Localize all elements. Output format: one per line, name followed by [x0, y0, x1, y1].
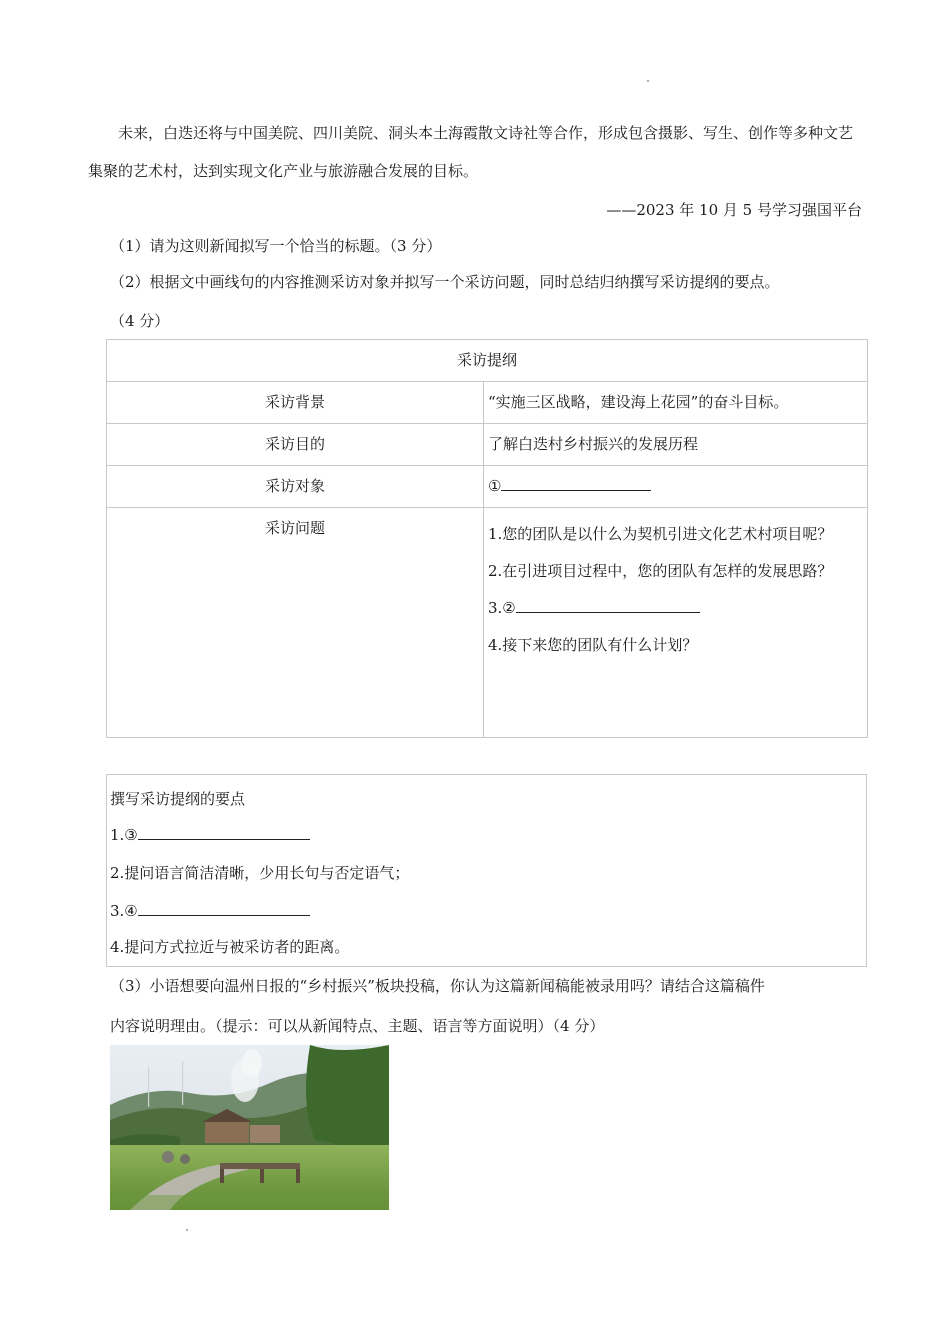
outline-title: 采访提纲 [107, 340, 868, 382]
answer-blank-1[interactable] [501, 474, 651, 491]
question-3-line-1: （3）小语想要向温州日报的“乡村振兴”板块投稿，你认为这篇新闻稿能被录用吗？请结合这篇稿件 [110, 977, 765, 995]
outline-label-purpose: 采访目的 [107, 424, 484, 466]
footer-dot [186, 1229, 188, 1231]
header-dot [647, 80, 649, 82]
question-1: （1）请为这则新闻拟写一个恰当的标题。（3 分） [110, 237, 442, 255]
interview-question-3 [488, 590, 863, 627]
blank-marker-4: 3.④ [110, 902, 138, 920]
answer-blank-3[interactable] [138, 823, 310, 840]
village-landscape-image [110, 1045, 389, 1210]
article-paragraph: 未来，白迭还将与中国美院、四川美院、洞头本土海霞散文诗社等合作，形成包含摄影、写生、创作等多种文艺集聚的艺术村，达到实现文化产业与旅游融合发展的目标。 [88, 124, 854, 180]
outline-label-background: 采访背景 [107, 382, 484, 424]
village-photo [110, 1045, 389, 1210]
outline-value-background: “实施三区战略，建设海上花园”的奋斗目标。 [484, 382, 868, 424]
outline-value-purpose: 了解白迭村乡村振兴的发展历程 [484, 424, 868, 466]
outline-value-interviewee [484, 466, 868, 508]
outline-value-questions [484, 508, 868, 738]
blank-marker-1: ① [488, 477, 502, 495]
point-1 [110, 823, 310, 847]
interview-question-4: 4.接下来您的团队有什么计划？ [488, 636, 698, 654]
question-2-line-1: （2）根据文中画线句的内容推测采访对象并拟写一个采访问题，同时总结归纳撰写采访提纲的要点。 [110, 273, 780, 291]
interview-question-2: 2.在引进项目过程中，您的团队有怎样的发展思路？ [488, 562, 833, 580]
blank-marker-3: 1.③ [110, 826, 138, 844]
answer-blank-2[interactable] [516, 596, 700, 613]
answer-blank-4[interactable] [138, 899, 310, 916]
question-2-line-2: （4 分） [110, 312, 170, 330]
question-3-line-2: 内容说明理由。（提示：可以从新闻特点、主题、语言等方面说明）（4 分） [110, 1017, 605, 1035]
interview-question-1: 1.您的团队是以什么为契机引进文化艺术村项目呢？ [488, 525, 833, 543]
outline-points-box [106, 774, 867, 967]
blank-marker-2: 3.② [488, 599, 516, 617]
outline-label-interviewee: 采访对象 [107, 466, 484, 508]
interview-outline-table [106, 339, 868, 738]
article-source: ——2023 年 10 月 5 号学习强国平台 [606, 201, 862, 219]
point-4: 4.提问方式拉近与被采访者的距离。 [110, 938, 350, 956]
outline-label-questions: 采访问题 [107, 508, 484, 738]
point-3 [110, 899, 310, 923]
points-title: 撰写采访提纲的要点 [110, 790, 246, 808]
point-2: 2.提问语言简洁清晰，少用长句与否定语气； [110, 864, 410, 882]
